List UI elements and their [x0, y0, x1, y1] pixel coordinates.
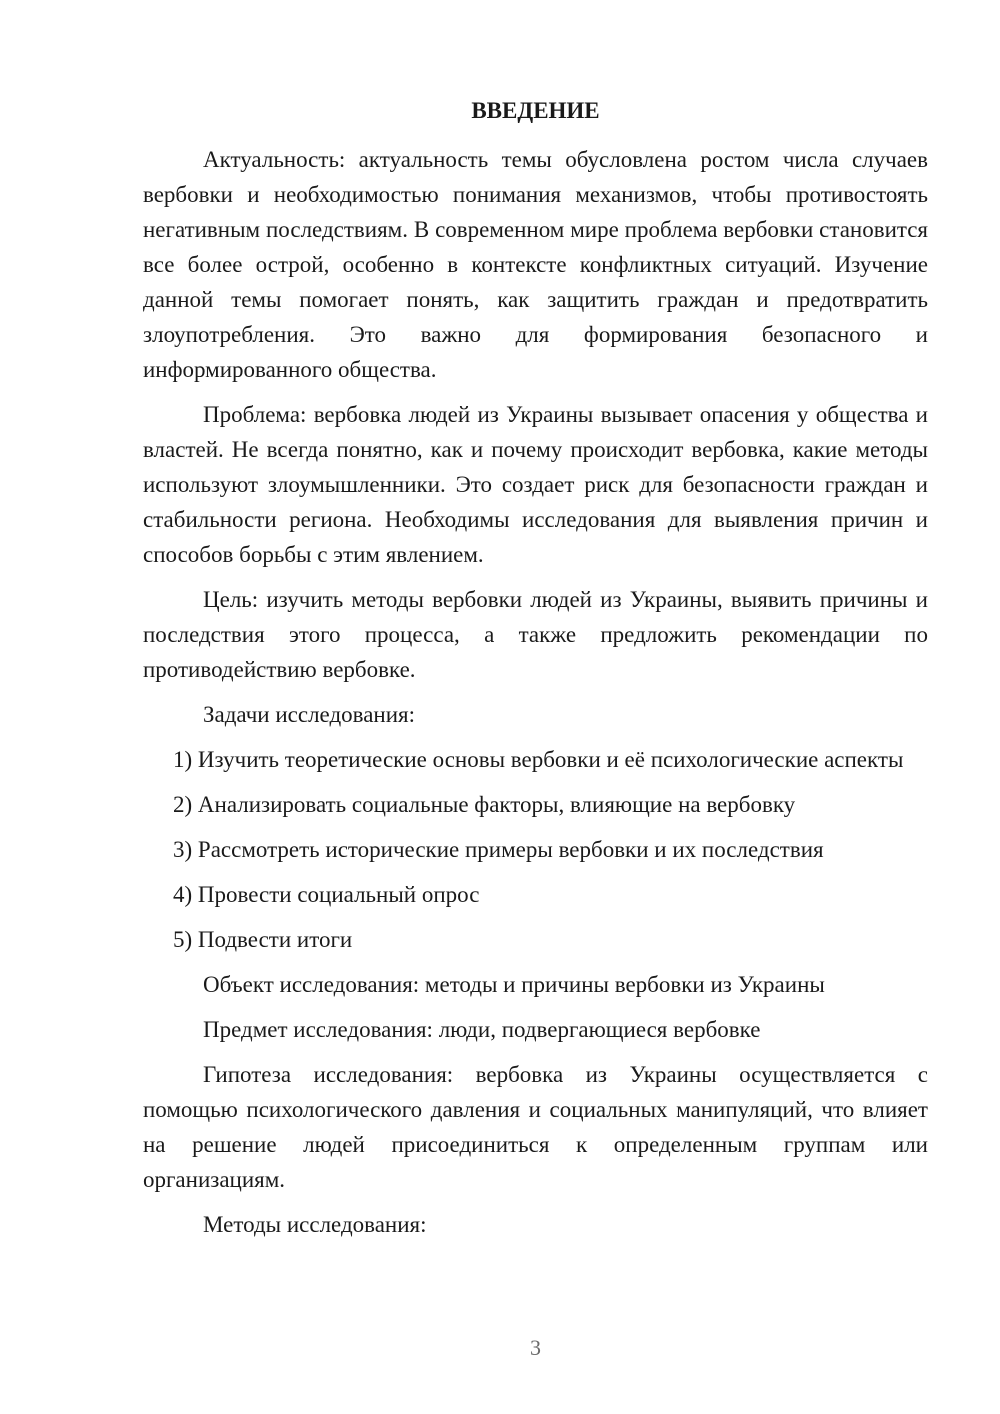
section-title: ВВЕДЕНИЕ: [471, 98, 600, 123]
tasks-heading: Задачи исследования:: [203, 702, 416, 727]
document-page: [143, 0, 928, 1414]
hypothesis-paragraph: Гипотеза исследования: вербовка из Украины осуществляется с помощью психологического давления и социальных манипуляций, что влияет на решение людей присоединиться к определенным группам или организациям.: [143, 1062, 928, 1192]
methods-heading: Методы исследования:: [203, 1212, 427, 1237]
relevance-paragraph: Актуальность: актуальность темы обусловлена ростом числа случаев вербовки и необходимостью понимания механизмов, чтобы противостоять негативным последствиям. В современном мире проблема вербовки становится все более острой, особенно в контексте конфликтных ситуаций. Изучение данной темы помогает понять, как защитить граждан и предотвратить злоупотребления. Это важно для формирования безопасного и информированного общества.: [143, 147, 928, 382]
research-subject-paragraph: Предмет исследования: люди, подвергающиеся вербовке: [203, 1017, 761, 1042]
research-object-paragraph: Объект исследования: методы и причины вербовки из Украины: [203, 972, 825, 997]
document-body: [143, 142, 928, 1252]
page-number: 3: [530, 1335, 541, 1360]
task-item-4: 4) Провести социальный опрос: [173, 882, 480, 907]
task-item-2: 2) Анализировать социальные факторы, влияющие на вербовку: [173, 792, 796, 817]
goal-paragraph: Цель: изучить методы вербовки людей из Украины, выявить причины и последствия этого процесса, а также предложить рекомендации по противодействию вербовке.: [143, 587, 928, 682]
problem-paragraph: Проблема: вербовка людей из Украины вызывает опасения у общества и властей. Не всегда понятно, как и почему происходит вербовка, какие методы используют злоумышленники. Это создает риск для безопасности граждан и стабильности региона. Необходимы исследования для выявления причин и способов борьбы с этим явлением.: [143, 402, 928, 567]
task-item-5: 5) Подвести итоги: [173, 927, 353, 952]
task-item-3: 3) Рассмотреть исторические примеры вербовки и их последствия: [173, 837, 824, 862]
task-item-1: 1) Изучить теоретические основы вербовки и её психологические аспекты: [173, 747, 904, 772]
